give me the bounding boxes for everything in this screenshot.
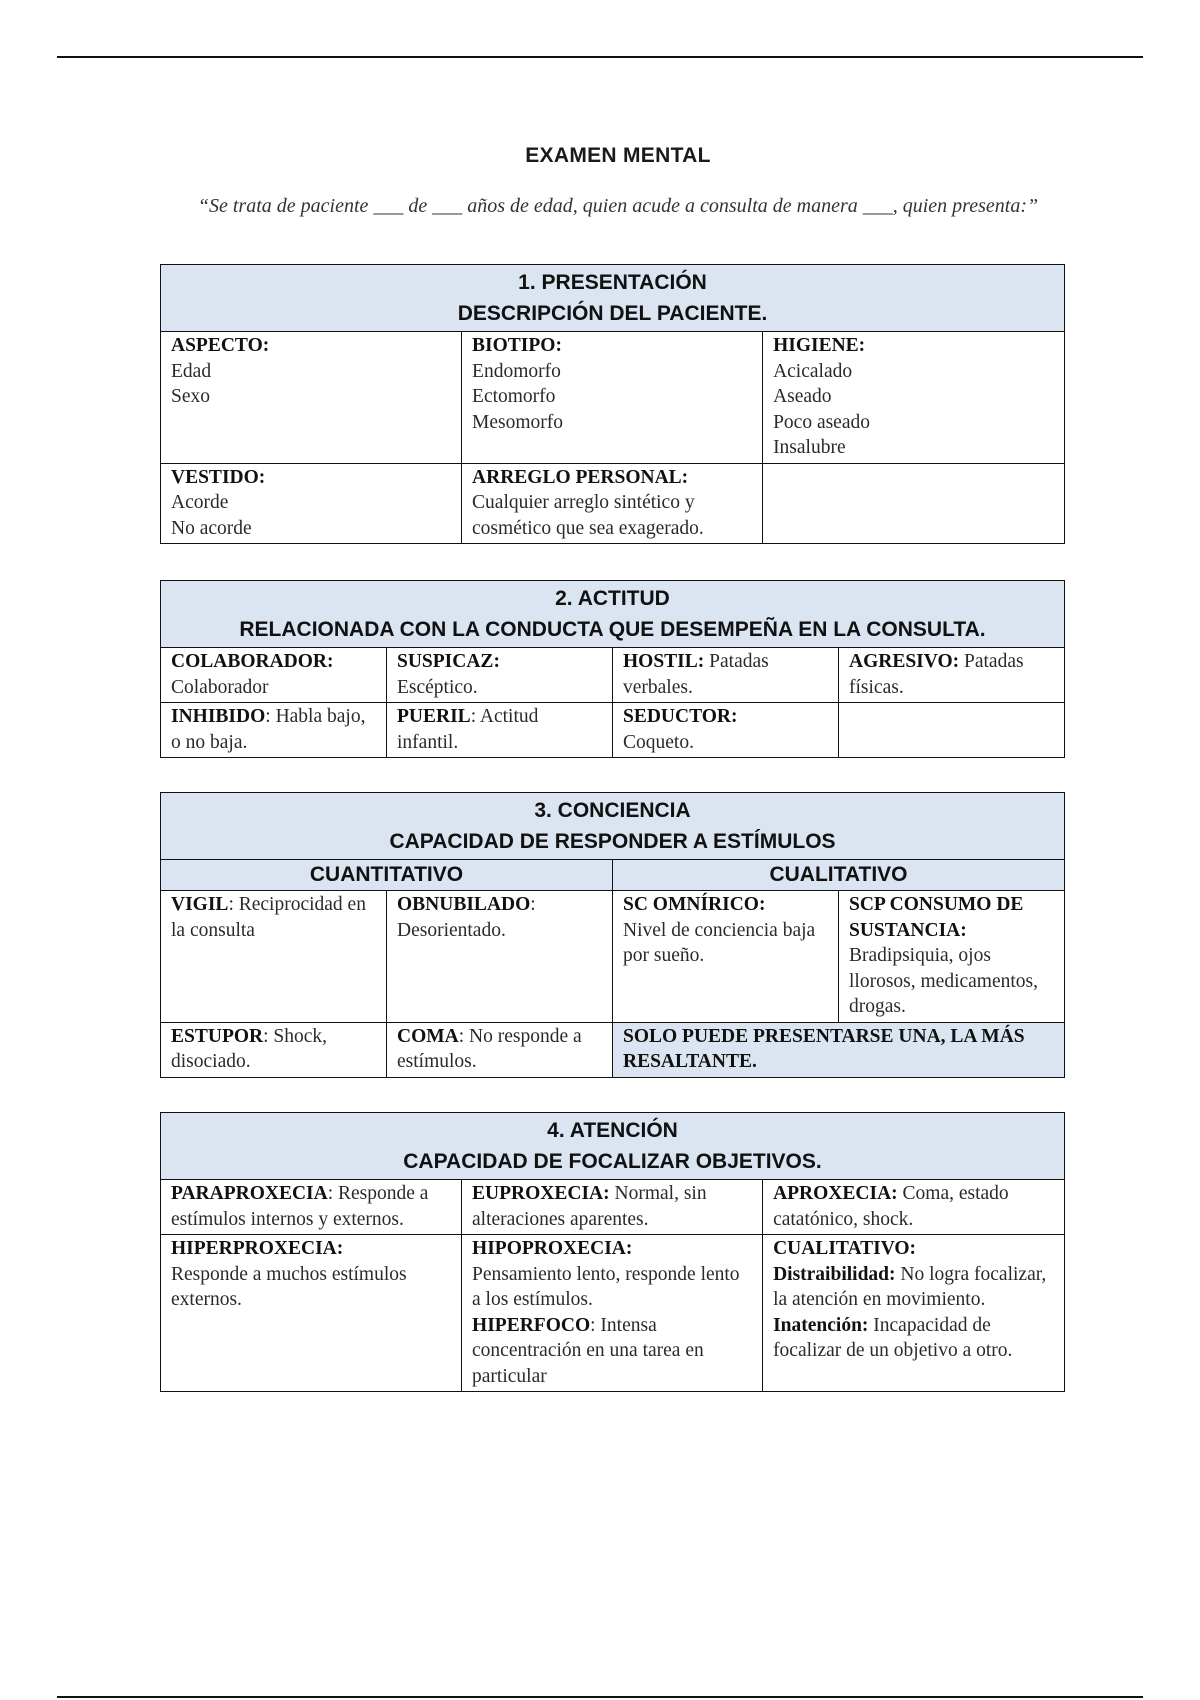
cell-biotipo bbox=[462, 332, 763, 464]
cell-aspecto bbox=[161, 332, 462, 464]
cell-text: Responde a muchos estímulos externos. bbox=[171, 1263, 407, 1310]
column-header-cuantitativo: CUANTITATIVO bbox=[161, 860, 613, 891]
list-item: Acorde bbox=[171, 492, 229, 513]
cell-label: ASPECTO: bbox=[171, 335, 270, 356]
cell-inhibido bbox=[161, 703, 387, 758]
cell-text: : Responde a estímulos internos y externos. bbox=[171, 1183, 429, 1230]
section-atencion bbox=[160, 1112, 1065, 1392]
list-item: Poco aseado bbox=[773, 411, 870, 433]
section-heading: 4. ATENCIÓN bbox=[547, 1119, 678, 1142]
section-conciencia bbox=[160, 792, 1065, 1078]
section-header bbox=[161, 581, 1065, 648]
cell-text: : Reciprocidad en la consulta bbox=[171, 894, 366, 941]
section-subheading: CAPACIDAD DE FOCALIZAR OBJETIVOS. bbox=[403, 1150, 822, 1173]
item-text: No logra focalizar, la atención en movimiento. bbox=[773, 1263, 1047, 1310]
cell-text: : Desorientado. bbox=[397, 894, 536, 941]
list-item: Ectomorfo bbox=[472, 386, 556, 407]
cell-vestido bbox=[161, 463, 462, 544]
section-heading: 2. ACTITUD bbox=[555, 587, 670, 610]
section-heading: 3. CONCIENCIA bbox=[534, 799, 691, 822]
cell-empty bbox=[839, 703, 1065, 758]
cell-label: SCP CONSUMO DE SUSTANCIA: bbox=[849, 894, 1024, 941]
cell-label: OBNUBILADO bbox=[397, 894, 531, 915]
item-label: Inatención: bbox=[773, 1314, 869, 1336]
top-rule bbox=[57, 56, 1143, 58]
section-subheading: DESCRIPCIÓN DEL PACIENTE. bbox=[457, 302, 768, 325]
cell-label: BIOTIPO: bbox=[472, 335, 562, 356]
intro-text: “Se trata de paciente ___ de ___ años de edad, quien acude a consulta de manera ___, quien presenta:” bbox=[197, 195, 1039, 217]
column-header-cualitativo: CUALITATIVO bbox=[613, 860, 1065, 891]
cell-estupor bbox=[161, 1022, 387, 1077]
cell-text: Nivel de conciencia baja por sueño. bbox=[623, 919, 816, 966]
cell-text: Coma, estado catatónico, shock. bbox=[773, 1183, 1009, 1230]
item-label: Distraibilidad: bbox=[773, 1263, 896, 1285]
cell-label: AGRESIVO: bbox=[849, 651, 960, 672]
cell-label: EUPROXECIA: bbox=[472, 1183, 610, 1204]
cell-vigil bbox=[161, 891, 387, 1023]
cell-label: HIPOPROXECIA: bbox=[472, 1238, 633, 1259]
cell-label: HIGIENE: bbox=[773, 335, 866, 356]
list-item: Mesomorfo bbox=[472, 411, 564, 433]
cell-agresivo bbox=[839, 648, 1065, 703]
cell-cualitativo bbox=[763, 1235, 1065, 1392]
cell-label: APROXECIA: bbox=[773, 1183, 898, 1204]
cell-seductor bbox=[613, 703, 839, 758]
section-heading: 1. PRESENTACIÓN bbox=[518, 271, 707, 294]
cell-text: : Actitud infantil. bbox=[397, 706, 539, 753]
cell-text: : Shock, disociado. bbox=[171, 1025, 328, 1072]
cell-label: ESTUPOR bbox=[171, 1025, 264, 1047]
item-text: Incapacidad de focalizar de un objetivo a otro. bbox=[773, 1314, 1013, 1361]
cualitativo-item bbox=[773, 1262, 1054, 1313]
cell-label: COMA bbox=[397, 1025, 459, 1047]
cell-euproxecia bbox=[462, 1180, 763, 1235]
section-header bbox=[161, 793, 1065, 860]
cell-label: SUSPICAZ: bbox=[397, 651, 500, 672]
section-header bbox=[161, 265, 1065, 332]
cell-text: Patadas verbales. bbox=[623, 651, 769, 698]
cell-label: HIPERPROXECIA: bbox=[171, 1238, 344, 1259]
cell-sc-onirico bbox=[613, 891, 839, 1023]
note-cell: SOLO PUEDE PRESENTARSE UNA, LA MÁS RESALTANTE. bbox=[613, 1022, 1065, 1077]
bottom-rule bbox=[57, 1696, 1143, 1698]
cell-hiperproxecia bbox=[161, 1235, 462, 1392]
cell-pueril bbox=[387, 703, 613, 758]
cell-text: : Habla bajo, o no baja. bbox=[171, 706, 366, 753]
cell-label: SC OMNÍRICO: bbox=[623, 894, 766, 915]
cell-label: INHIBIDO bbox=[171, 706, 266, 727]
cell-coma bbox=[387, 1022, 613, 1077]
cell-paraproxecia bbox=[161, 1180, 462, 1235]
list-item: Endomorfo bbox=[472, 360, 561, 382]
cell-label: COLABORADOR: bbox=[171, 651, 334, 672]
cell-arreglo-personal bbox=[462, 463, 763, 544]
cell-text: Escéptico. bbox=[397, 676, 478, 698]
cell-text: Pensamiento lento, responde lento a los estímulos. bbox=[472, 1263, 740, 1310]
cell-label: VESTIDO: bbox=[171, 466, 266, 488]
page-title: EXAMEN MENTAL bbox=[525, 144, 711, 167]
section-actitud bbox=[160, 580, 1065, 758]
cell-label: HOSTIL: bbox=[623, 651, 705, 672]
cualitativo-item bbox=[773, 1313, 1054, 1364]
cell-text: Coqueto. bbox=[623, 731, 694, 753]
cell-text: Cualquier arreglo sintético y cosmético que sea exagerado. bbox=[472, 492, 704, 539]
cell-text: Normal, sin alteraciones aparentes. bbox=[472, 1183, 707, 1230]
cell-label-hiperfoco: HIPERFOCO bbox=[472, 1314, 591, 1336]
cell-aproxecia bbox=[763, 1180, 1065, 1235]
section-presentacion bbox=[160, 264, 1065, 544]
cell-text: Patadas físicas. bbox=[849, 651, 1024, 698]
cell-text: : No responde a estímulos. bbox=[397, 1025, 582, 1072]
cell-text-hiperfoco: : Intensa concentración en una tarea en particular bbox=[472, 1314, 704, 1387]
cell-obnubilado bbox=[387, 891, 613, 1023]
cell-hostil bbox=[613, 648, 839, 703]
list-item: Aseado bbox=[773, 386, 832, 407]
cell-label: PARAPROXECIA bbox=[171, 1183, 328, 1204]
cell-empty bbox=[763, 463, 1065, 544]
cell-colaborador bbox=[161, 648, 387, 703]
cell-suspicaz bbox=[387, 648, 613, 703]
list-item: Acicalado bbox=[773, 360, 853, 382]
list-item: Edad bbox=[171, 360, 212, 382]
cell-text: Colaborador bbox=[171, 676, 269, 698]
cell-higiene bbox=[763, 332, 1065, 464]
cell-hipoproxecia bbox=[462, 1235, 763, 1392]
section-subheading: CAPACIDAD DE RESPONDER A ESTÍMULOS bbox=[389, 830, 836, 853]
section-subheading: RELACIONADA CON LA CONDUCTA QUE DESEMPEÑA EN LA CONSULTA. bbox=[239, 618, 986, 641]
cell-label: SEDUCTOR: bbox=[623, 706, 738, 727]
cell-label: VIGIL bbox=[171, 894, 229, 915]
cell-label: PUERIL bbox=[397, 706, 471, 727]
list-item: Insalubre bbox=[773, 437, 846, 458]
cell-text: Bradipsiquia, ojos llorosos, medicamentos, drogas. bbox=[849, 945, 1039, 1017]
cell-label: CUALITATIVO: bbox=[773, 1238, 917, 1259]
list-item: No acorde bbox=[171, 517, 252, 539]
list-item: Sexo bbox=[171, 386, 210, 407]
section-header bbox=[161, 1113, 1065, 1180]
cell-scp-consumo bbox=[839, 891, 1065, 1023]
cell-label: ARREGLO PERSONAL: bbox=[472, 466, 689, 488]
